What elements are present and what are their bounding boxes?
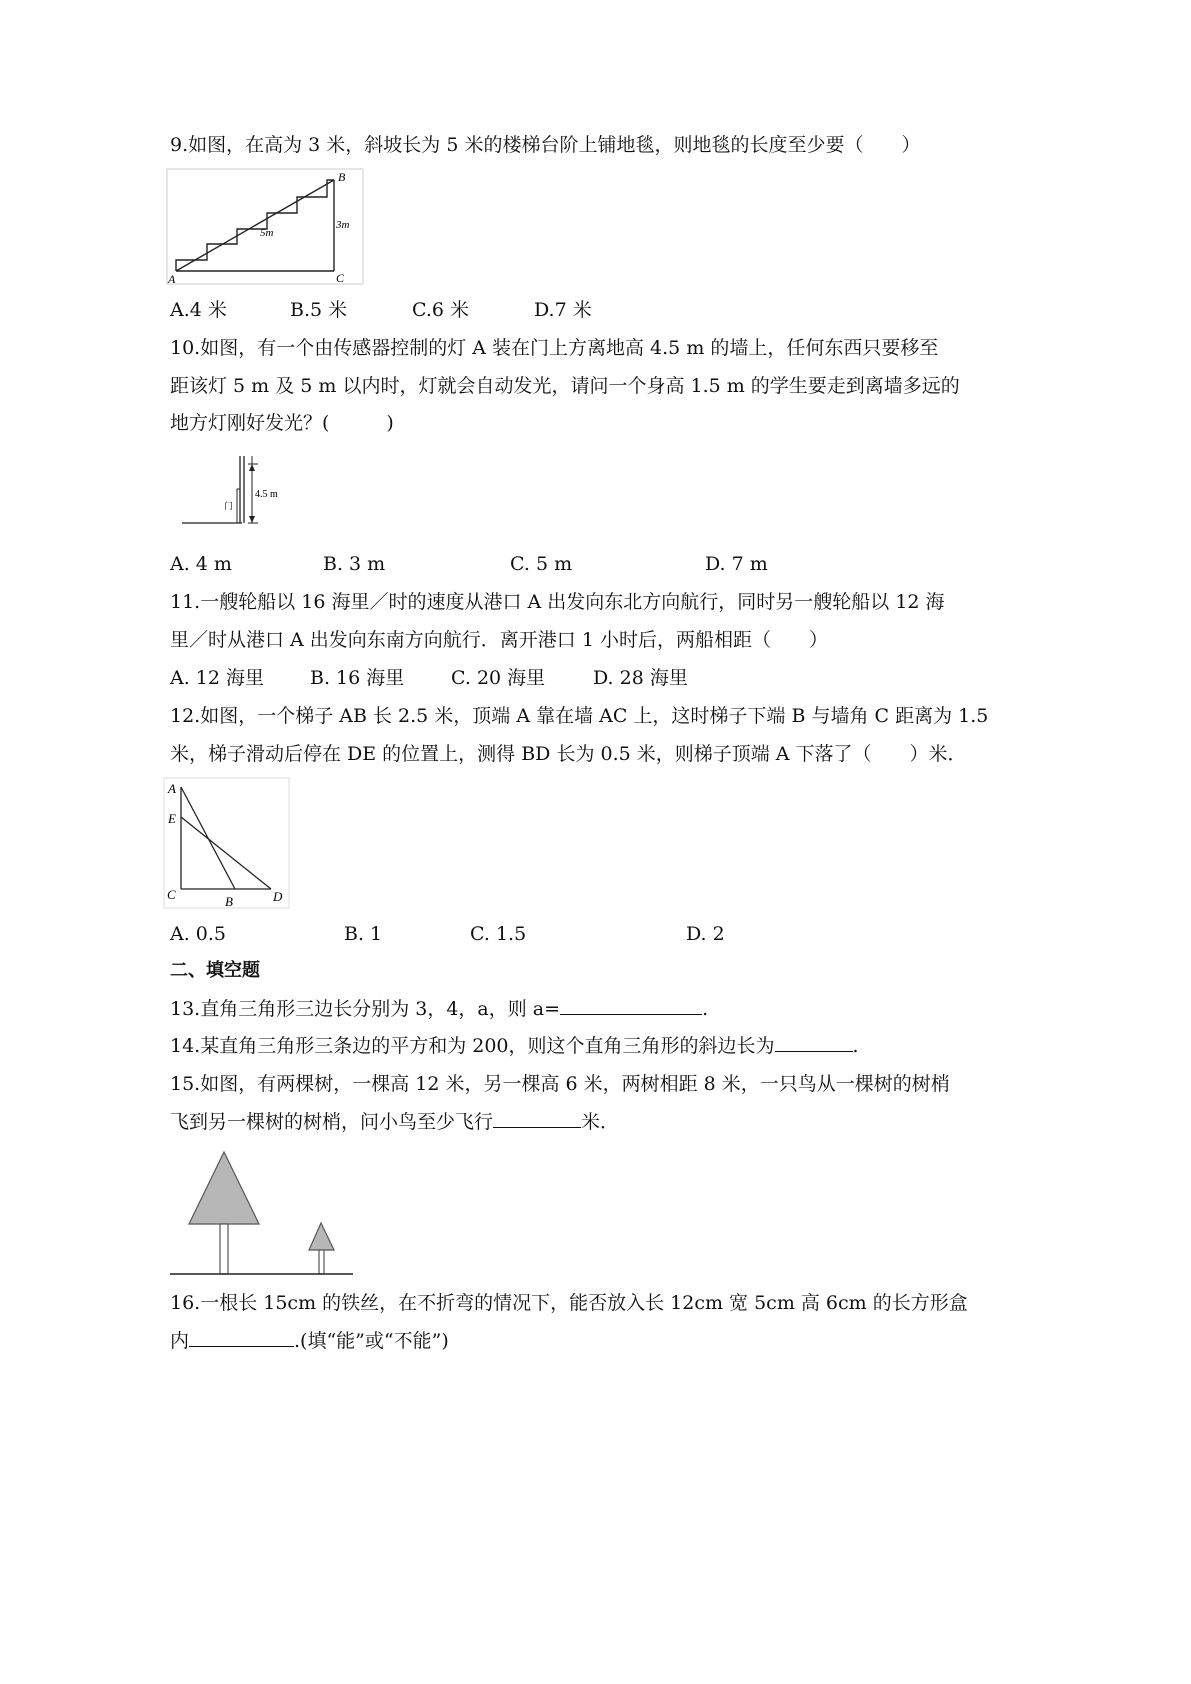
short-tree-trunk [319,1250,324,1274]
q12-label-e: E [168,811,176,826]
q15-trees-figure [168,1148,358,1278]
q12-label-c: C [167,887,176,902]
tall-tree-crown-icon [189,1152,259,1224]
q15-text-end: 米． [581,1111,620,1133]
q16-text-end: .(填“能”或“不能”) [294,1330,449,1352]
q11-option-a: A. 12 海里 [170,667,265,689]
q9-label-b: B [338,170,346,184]
q10-option-a: A. 4 m [170,553,232,575]
q12-options [0,925,1191,947]
q16-line2 [170,1332,449,1351]
q13-line [170,1000,708,1019]
q10-label-height: 4.5 m [255,489,278,500]
q9-label-height: 3m [336,219,350,231]
q10-line1: 10.如图，有一个由传感器控制的灯 A 装在门上方离地高 4.5 m 的墙上，任何东西只要移至 [170,337,939,359]
q10-options [0,555,1191,577]
q11-option-d: D. 28 海里 [593,667,688,689]
q13-text: 13.直角三角形三边长分别为 3，4，a，则 a= [170,998,561,1020]
q10-arrow-up-icon [249,464,255,471]
q15-answer-blank[interactable] [493,1126,581,1128]
q10-arrow-down-icon [249,516,255,523]
q15-line2 [170,1113,619,1132]
q12-line1: 12.如图，一个梯子 AB 长 2.5 米，顶端 A 靠在墙 AC 上，这时梯子下端 B 与墙角 C 距离为 1.5 [170,705,989,727]
q12-ladder-figure [163,777,293,911]
q12-option-d: D. 2 [686,923,725,945]
q16-text: 内 [170,1330,190,1352]
q9-option-d: D.7 米 [534,299,592,321]
q10-label-door: 门 [224,501,234,511]
q11-line2: 里／时从港口 A 出发向东南方向航行．离开港口 1 小时后，两船相距（ ） [170,629,828,651]
q12-label-b: B [225,894,233,909]
q9-text: 9.如图，在高为 3 米，斜坡长为 5 米的楼梯台阶上铺地毯，则地毯的长度至少要（ ） [170,134,921,156]
q12-option-a: A. 0.5 [170,923,227,945]
q10-wall-figure [180,452,290,527]
q10-line3: 地方灯刚好发光？( ) [170,412,394,434]
q15-line1: 15.如图，有两棵树，一棵高 12 米，另一棵高 6 米，两树相距 8 米，一只鸟从一棵树的树梢 [170,1073,950,1095]
q9-stair-figure [166,168,366,286]
q12-label-a: A [168,781,176,796]
q10-option-b: B. 3 m [323,553,386,575]
q16-line1: 16.一根长 15cm 的铁丝，在不折弯的情况下，能否放入长 12cm 宽 5cm 高 6cm 的长方形盒 [170,1292,968,1314]
q14-text-end: . [852,1035,859,1057]
q9-option-c: C.6 米 [412,299,470,321]
q10-door-frame [237,489,240,523]
q10-option-d: D. 7 m [705,553,768,575]
q12-option-c: C. 1.5 [470,923,527,945]
q10-option-c: C. 5 m [510,553,573,575]
q13-answer-blank[interactable] [560,1013,702,1015]
section-heading-fill-in: 二、填空题 [170,960,260,981]
q9-label-slope: 5m [260,227,274,239]
q9-label-c: C [336,271,345,285]
q9-slope-line [176,180,334,271]
q14-text: 14.某直角三角形三条边的平方和为 200，则这个直角三角形的斜边长为 [170,1035,775,1057]
q9-option-a: A.4 米 [170,299,227,321]
q14-answer-blank[interactable] [775,1050,853,1052]
q11-option-b: B. 16 海里 [310,667,405,689]
q11-line1: 11.一艘轮船以 16 海里／时的速度从港口 A 出发向东北方向航行，同时另一艘轮船以 12 海 [170,591,945,613]
q13-text-end: . [702,998,709,1020]
q14-line [170,1037,859,1056]
q10-line2: 距该灯 5 m 及 5 m 以内时，灯就会自动发光，请问一个身高 1.5 m 的学生要走到离墙多远的 [170,375,960,397]
q15-text: 飞到另一棵树的树梢，问小鸟至少飞行 [170,1111,494,1133]
q9-options [0,301,1191,323]
q12-ladder-de [181,817,271,889]
tall-tree-trunk [220,1224,228,1274]
q9-label-a: A [168,272,176,286]
q12-label-d: D [273,889,283,904]
short-tree-crown-icon [309,1223,334,1250]
q11-option-c: C. 20 海里 [451,667,546,689]
q12-option-b: B. 1 [344,923,383,945]
q9-option-b: B.5 米 [290,299,348,321]
q12-line2: 米，梯子滑动后停在 DE 的位置上，测得 BD 长为 0.5 米，则梯子顶端 A 下落了（ ）米． [170,743,967,765]
q11-options [0,669,1191,691]
q16-answer-blank[interactable] [189,1345,294,1347]
